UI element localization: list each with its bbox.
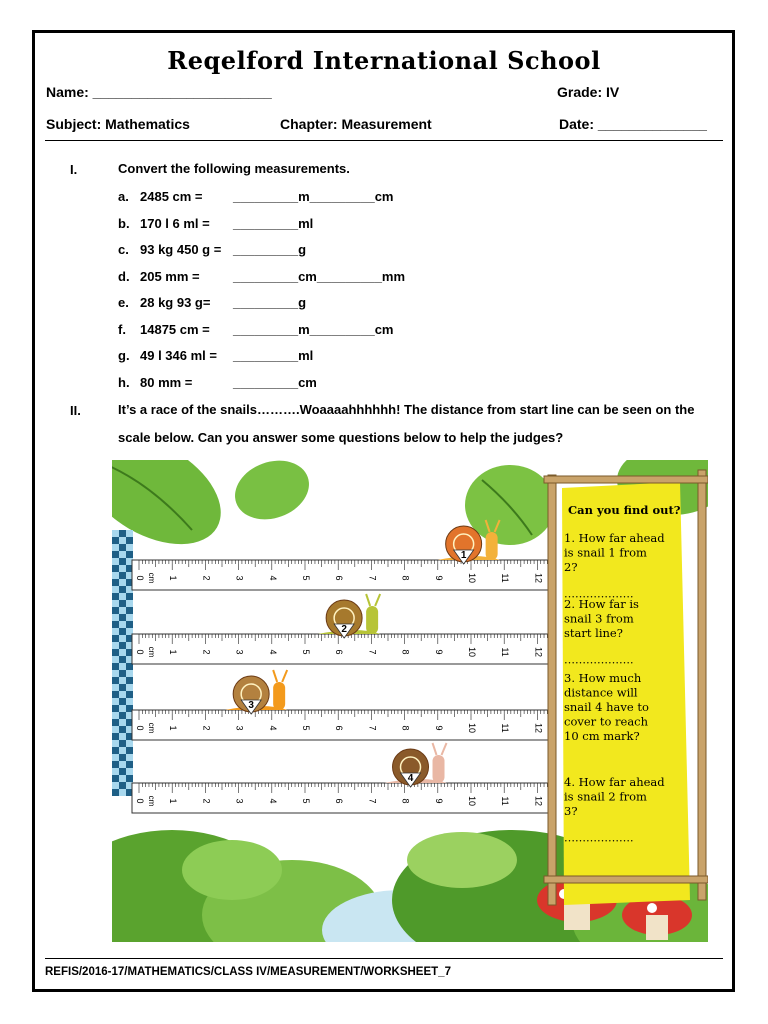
answer-blank[interactable]: ………………. — [564, 653, 634, 667]
svg-text:1. How far ahead: 1. How far ahead — [564, 531, 665, 545]
item-letter: h. — [118, 374, 130, 390]
snail-icon — [385, 743, 447, 787]
item-letter: d. — [118, 268, 130, 284]
ruler-tick-label: 9 — [433, 649, 444, 655]
item-letter: g. — [118, 348, 130, 363]
footer-divider — [45, 958, 723, 959]
chapter-label: Chapter: Measurement — [280, 116, 432, 132]
ruler-tick-label: 1 — [168, 725, 179, 731]
item-problem: 49 l 346 ml = — [140, 348, 217, 363]
item-letter: c. — [118, 242, 129, 257]
header-divider — [45, 140, 723, 141]
item-problem: 93 kg 450 g = — [140, 242, 222, 257]
ruler-tick-label: 7 — [367, 649, 378, 655]
ruler-tick-label: 1 — [168, 575, 179, 581]
ruler-tick-label: 11 — [500, 573, 511, 583]
item-problem: 28 kg 93 g= — [140, 295, 211, 310]
answer-blank[interactable]: _________m_________cm — [233, 321, 394, 337]
panel-title: Can you find out? — [568, 503, 681, 517]
ruler — [132, 710, 551, 740]
ruler-tick-label: 12 — [533, 646, 544, 658]
ruler-tick-label: 10 — [467, 722, 477, 734]
svg-text:start line?: start line? — [564, 626, 623, 640]
ruler-unit-label: cm — [147, 646, 156, 658]
section2-line2: scale below. Can you answer some questions below to help the judges? — [118, 430, 564, 445]
ruler-tick-label: 12 — [533, 722, 544, 734]
answer-blank[interactable]: _________m_________cm — [233, 189, 394, 204]
answer-blank[interactable]: _________ml — [233, 348, 314, 363]
ruler-tick-label: 2 — [201, 725, 212, 731]
section1-instruction: Convert the following measurements. — [118, 161, 350, 176]
answer-blank[interactable]: _________g — [233, 242, 307, 257]
ruler-tick-label: 0 — [135, 798, 145, 804]
name-field[interactable]: Name: _______________________ — [46, 84, 272, 100]
answer-blank[interactable]: _________cm_________mm — [233, 268, 406, 284]
snail-number: 2 — [341, 624, 347, 635]
ruler — [132, 560, 551, 590]
ruler-tick-label: 4 — [267, 725, 278, 731]
ruler-unit-label: cm — [147, 722, 156, 734]
subject-label: Subject: Mathematics — [46, 116, 190, 132]
ruler-tick-label: 3 — [234, 649, 245, 655]
ruler-tick-label: 7 — [367, 725, 378, 731]
panel-question — [564, 671, 649, 743]
ruler-tick-label: 4 — [267, 649, 278, 655]
ruler-tick-label: 7 — [367, 798, 378, 804]
ruler-tick-label: 0 — [135, 575, 145, 581]
ruler-tick-label: 3 — [234, 575, 245, 581]
ruler-tick-label: 9 — [433, 798, 444, 804]
ruler-tick-label: 5 — [301, 575, 311, 581]
ruler-tick-label: 7 — [367, 575, 378, 581]
ruler-tick-label: 10 — [467, 795, 477, 807]
ruler-tick-label: 1 — [168, 649, 179, 655]
ruler-tick-label: 11 — [500, 647, 511, 657]
ruler-unit-label: cm — [147, 572, 156, 584]
ruler-tick-label: 8 — [400, 649, 411, 655]
snail-icon — [318, 594, 380, 638]
ruler-tick-label: 0 — [135, 725, 145, 731]
ruler — [132, 783, 551, 813]
rulers — [132, 560, 551, 813]
ruler-tick-label: 4 — [267, 798, 278, 804]
svg-text:2?: 2? — [564, 560, 578, 574]
ruler-tick-label: 11 — [500, 796, 511, 806]
snail-icon — [225, 670, 287, 714]
section2-line1: It’s a race of the snails……….Woaaaahhhhhh! The distance from start line can be seen on the — [118, 402, 695, 417]
item-letter: f. — [118, 321, 126, 337]
ruler-tick-label: 9 — [433, 725, 444, 731]
ruler-tick-label: 0 — [135, 649, 145, 655]
answer-blank[interactable]: _________g — [233, 295, 307, 310]
ruler-tick-label: 2 — [201, 649, 212, 655]
start-flag — [112, 530, 133, 796]
svg-text:cover to reach: cover to reach — [564, 714, 649, 729]
ruler-tick-label: 8 — [400, 798, 411, 804]
svg-text:is snail 1 from: is snail 1 from — [564, 545, 647, 560]
ruler-tick-label: 2 — [201, 798, 212, 804]
section2-number: II. — [70, 403, 81, 418]
ruler-tick-label: 6 — [334, 725, 345, 731]
ruler-tick-label: 10 — [467, 646, 477, 658]
answer-blank[interactable]: ………………. — [564, 587, 634, 601]
item-problem: 80 mm = — [140, 374, 193, 390]
ruler-tick-label: 2 — [201, 575, 212, 581]
ruler-tick-label: 12 — [533, 572, 544, 584]
section1-number: I. — [70, 162, 78, 177]
ruler-tick-label: 1 — [168, 798, 179, 804]
svg-text:snail 3 from: snail 3 from — [564, 611, 634, 626]
ruler-tick-label: 4 — [267, 575, 278, 581]
ruler-tick-label: 8 — [400, 575, 411, 581]
snail-number: 3 — [248, 700, 254, 711]
item-letter: a. — [118, 189, 129, 204]
ruler-tick-label: 3 — [234, 725, 245, 731]
svg-text:snail 4 have to: snail 4 have to — [564, 700, 649, 714]
item-problem: 170 l 6 ml = — [140, 215, 210, 231]
grade-label: Grade: IV — [557, 84, 620, 100]
ruler-tick-label: 5 — [301, 725, 311, 731]
svg-text:is snail 2 from: is snail 2 from — [564, 789, 647, 804]
ruler-tick-label: 6 — [334, 798, 345, 804]
ruler-tick-label: 3 — [234, 798, 245, 804]
footer-code: REFIS/2016-17/MATHEMATICS/CLASS IV/MEASUREMENT/WORKSHEET_7 — [45, 966, 451, 978]
svg-text:3. How much: 3. How much — [564, 671, 642, 685]
ruler — [132, 634, 551, 664]
ruler-unit-label: cm — [147, 795, 156, 807]
ruler-tick-label: 10 — [467, 572, 477, 584]
snail-number: 1 — [460, 550, 467, 561]
date-field[interactable]: Date: ______________ — [559, 116, 707, 132]
item-letter: e. — [118, 295, 129, 310]
item-problem: 14875 cm = — [140, 321, 210, 337]
ruler-tick-label: 5 — [301, 649, 311, 655]
svg-text:3?: 3? — [564, 804, 578, 818]
ruler-tick-label: 5 — [301, 798, 311, 804]
answer-blank[interactable]: _________ml — [233, 215, 314, 231]
ruler-tick-label: 9 — [433, 575, 444, 581]
svg-text:2. How far is: 2. How far is — [564, 597, 639, 611]
answer-blank[interactable]: ………………. — [564, 831, 634, 845]
ruler-tick-label: 8 — [400, 725, 411, 731]
item-letter: b. — [118, 215, 130, 231]
item-problem: 2485 cm = — [140, 189, 203, 204]
ruler-tick-label: 12 — [533, 795, 544, 807]
snail-number: 4 — [407, 773, 414, 784]
item-problem: 205 mm = — [140, 268, 200, 284]
answer-blank[interactable]: _________cm — [233, 374, 317, 390]
snail-race-illustration — [112, 460, 708, 942]
svg-text:10 cm mark?: 10 cm mark? — [564, 729, 640, 743]
svg-text:distance will: distance will — [564, 685, 638, 700]
ruler-tick-label: 11 — [500, 723, 511, 733]
school-name: Reqelford International School — [167, 46, 601, 75]
ruler-tick-label: 6 — [334, 649, 345, 655]
svg-text:4. How far ahead: 4. How far ahead — [564, 775, 665, 789]
ruler-tick-label: 6 — [334, 575, 345, 581]
